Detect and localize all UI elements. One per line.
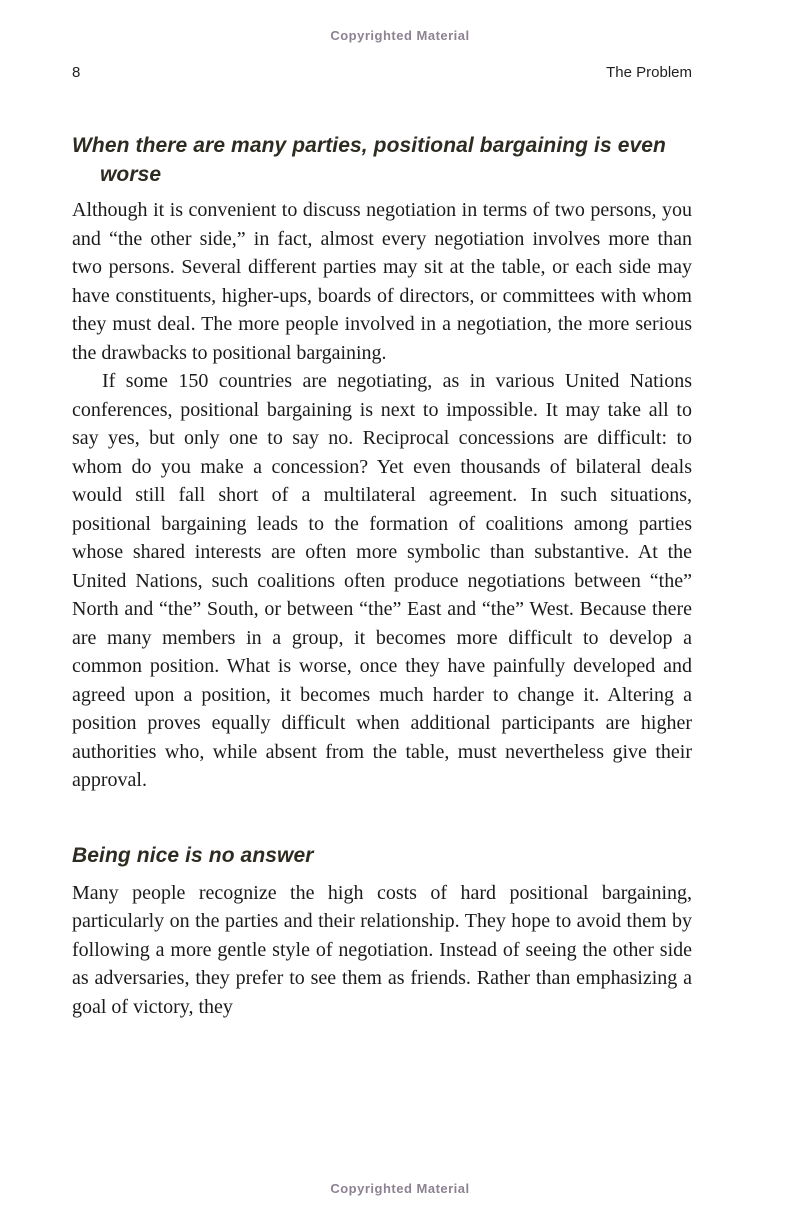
- copyright-notice-top: Copyrighted Material: [330, 28, 470, 43]
- paragraph-being-nice-1: Many people recognize the high costs of hard positional bargaining, particularly on the parties and their relationship. They hope to avoid them by following a more gentle style of negotiation. Instead of seeing the other side as adversaries, they prefer to see them as friends. Rather than emphasizing a goal of victory, they: [72, 881, 692, 1018]
- paragraph-many-parties-1: Although it is convenient to discuss negotiation in terms of two persons, you and “the other side,” in fact, almost every negotiation involves more than two persons. Several different parties may sit at the table, or each side may have constituents, higher-ups, boards of directors, or committees with whom they must deal. The more people involved in a negotiation, the more serious the drawbacks to positional bargaining.: [72, 199, 692, 364]
- copyright-notice-bottom: Copyrighted Material: [330, 1181, 470, 1196]
- chapter-title: The Problem: [606, 64, 692, 81]
- paragraph-many-parties-2: If some 150 countries are negotiating, as in various United Nations conferences, positional bargaining is next to impossible. It may take all to say yes, but only one to say no. Reciprocal concessions are difficult: to whom do you make a concession? Yet even thousands of bilateral deals would still fall short of a multilateral agreement. In such situations, positional bargaining leads to the formation of coalitions among parties whose shared interests are often more symbolic than substantive. At the United Nations, such coalitions often produce negotiations between “the” North and “the” South, or between “the” East and “the” West. Because there are many members in a group, it becomes more difficult to develop a common position. What is worse, once they have painfully developed and agreed upon a position, it becomes much harder to change it. Altering a position proves equally difficult when additional participants are higher authorities who, while absent from the table, must nevertheless give their approval.: [72, 370, 692, 791]
- section-heading-many-parties: When there are many parties, positional bargaining is even worse: [72, 134, 666, 186]
- section-heading-being-nice: Being nice is no answer: [72, 843, 314, 867]
- running-header: [72, 64, 692, 81]
- page-content: [72, 131, 692, 1021]
- page-number: 8: [72, 64, 81, 81]
